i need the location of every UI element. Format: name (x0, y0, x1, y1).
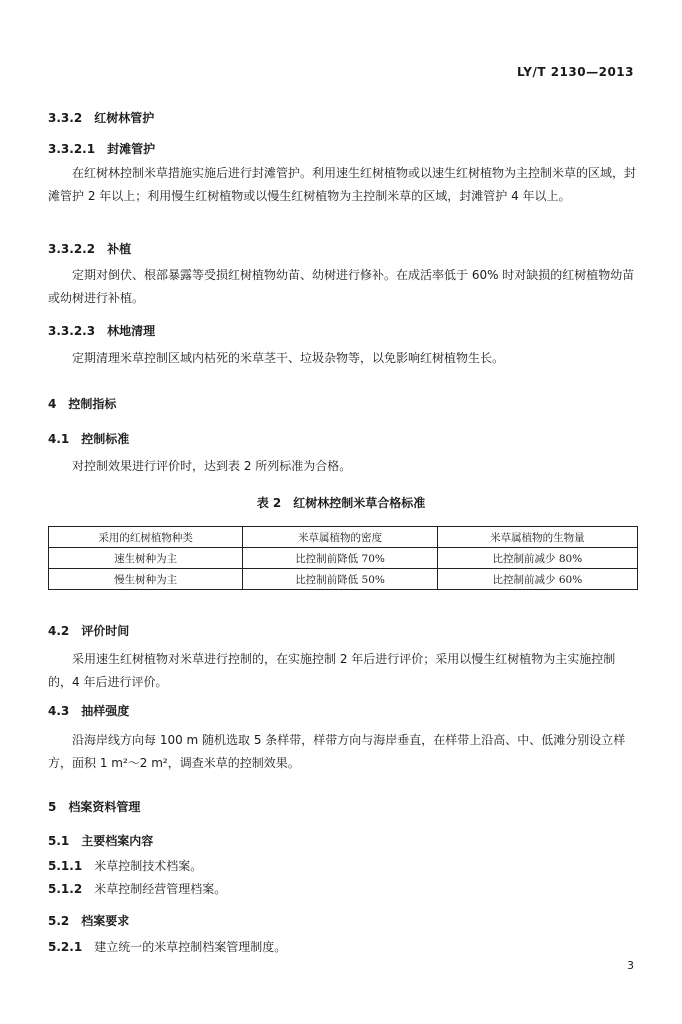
table-row (49, 548, 638, 569)
section-4-1-text: 对控制效果进行评价时，达到表 2 所列标准为合格。 (72, 459, 352, 473)
section-title: 林地清理 (107, 324, 156, 338)
section-number: 4.1 (48, 432, 70, 446)
section-number: 3.3.2.2 (48, 242, 96, 256)
section-title: 抽样强度 (81, 704, 130, 718)
table-cell: 比控制前降低 50% (243, 569, 437, 590)
section-5-1-1 (48, 855, 202, 878)
section-title: 主要档案内容 (81, 834, 154, 848)
section-5-1-2 (48, 878, 226, 901)
section-4-2-text: 采用速生红树植物对米草进行控制的，在实施控制 2 年后进行评价；采用以慢生红树植物为主实施控制的，4 年后进行评价。 (48, 652, 616, 689)
section-5-heading (48, 798, 140, 815)
section-number: 4.3 (48, 704, 70, 718)
table-cell: 比控制前减少 60% (437, 569, 637, 590)
section-3-3-2-heading (48, 109, 154, 126)
standards-table (48, 526, 638, 590)
table-header-cell: 米草属植物的生物量 (437, 527, 637, 548)
section-4-heading (48, 395, 116, 412)
section-text: 米草控制技术档案。 (94, 859, 203, 873)
section-title: 封滩管护 (107, 142, 156, 156)
standard-code: LY/T 2130—2013 (516, 65, 634, 79)
section-3-3-2-1-heading (48, 140, 155, 157)
section-number: 5.2 (48, 914, 70, 928)
table-caption: 表 2 红树林控制米草合格标准 (256, 496, 426, 510)
table-cell: 慢生树种为主 (49, 569, 243, 590)
section-number: 5.1.1 (48, 859, 83, 873)
section-5-2-heading (48, 912, 129, 929)
section-number: 5.1.2 (48, 882, 83, 896)
section-3-3-2-2-text: 定期对倒伏、根部暴露等受损红树植物幼苗、幼树进行修补。在成活率低于 60% 时对缺损的红树植物幼苗或幼树进行补植。 (48, 268, 635, 305)
section-3-3-2-1-text: 在红树林控制米草措施实施后进行封滩管护。利用速生红树植物或以速生红树植物为主控制米草的区域，封滩管护 2 年以上；利用慢生红树植物或以慢生红树植物为主控制米草的区域，封滩管护 4 年以上。 (48, 166, 637, 203)
section-number: 3.3.2.1 (48, 142, 96, 156)
section-title: 档案要求 (81, 914, 130, 928)
section-5-1-heading (48, 832, 153, 849)
table-header-cell: 米草属植物的密度 (243, 527, 437, 548)
section-number: 3.3.2.3 (48, 324, 96, 338)
section-number: 5.1 (48, 834, 70, 848)
section-number: 4 (48, 397, 57, 411)
page-number: 3 (627, 959, 634, 972)
section-title: 档案资料管理 (68, 800, 141, 814)
section-text: 建立统一的米草控制档案管理制度。 (94, 940, 287, 954)
table-cell: 比控制前降低 70% (243, 548, 437, 569)
section-title: 评价时间 (81, 624, 130, 638)
section-title: 补植 (107, 242, 132, 256)
table-row (49, 569, 638, 590)
section-number: 3.3.2 (48, 111, 83, 125)
table-header-row (49, 527, 638, 548)
table-header-cell: 采用的红树植物种类 (49, 527, 243, 548)
section-4-1-heading (48, 430, 129, 447)
section-4-3-text: 沿海岸线方向每 100 m 随机选取 5 条样带，样带方向与海岸垂直，在样带上沿高、中、低滩分别设立样方，面积 1 m²～2 m²，调查米草的控制效果。 (48, 733, 626, 770)
section-number: 5.2.1 (48, 940, 83, 954)
section-number: 4.2 (48, 624, 70, 638)
section-title: 控制指标 (68, 397, 117, 411)
section-title: 红树林管护 (94, 111, 155, 125)
section-3-3-2-3-text: 定期清理米草控制区域内枯死的米草茎干、垃圾杂物等，以免影响红树植物生长。 (72, 351, 505, 365)
table-cell: 比控制前减少 80% (437, 548, 637, 569)
section-3-3-2-3-heading (48, 322, 155, 339)
table-cell: 速生树种为主 (49, 548, 243, 569)
section-number: 5 (48, 800, 57, 814)
section-3-3-2-2-heading (48, 240, 131, 257)
section-text: 米草控制经营管理档案。 (94, 882, 227, 896)
section-5-2-1 (48, 936, 286, 959)
section-title: 控制标准 (81, 432, 130, 446)
section-4-3-heading (48, 702, 129, 719)
section-4-2-heading (48, 622, 129, 639)
